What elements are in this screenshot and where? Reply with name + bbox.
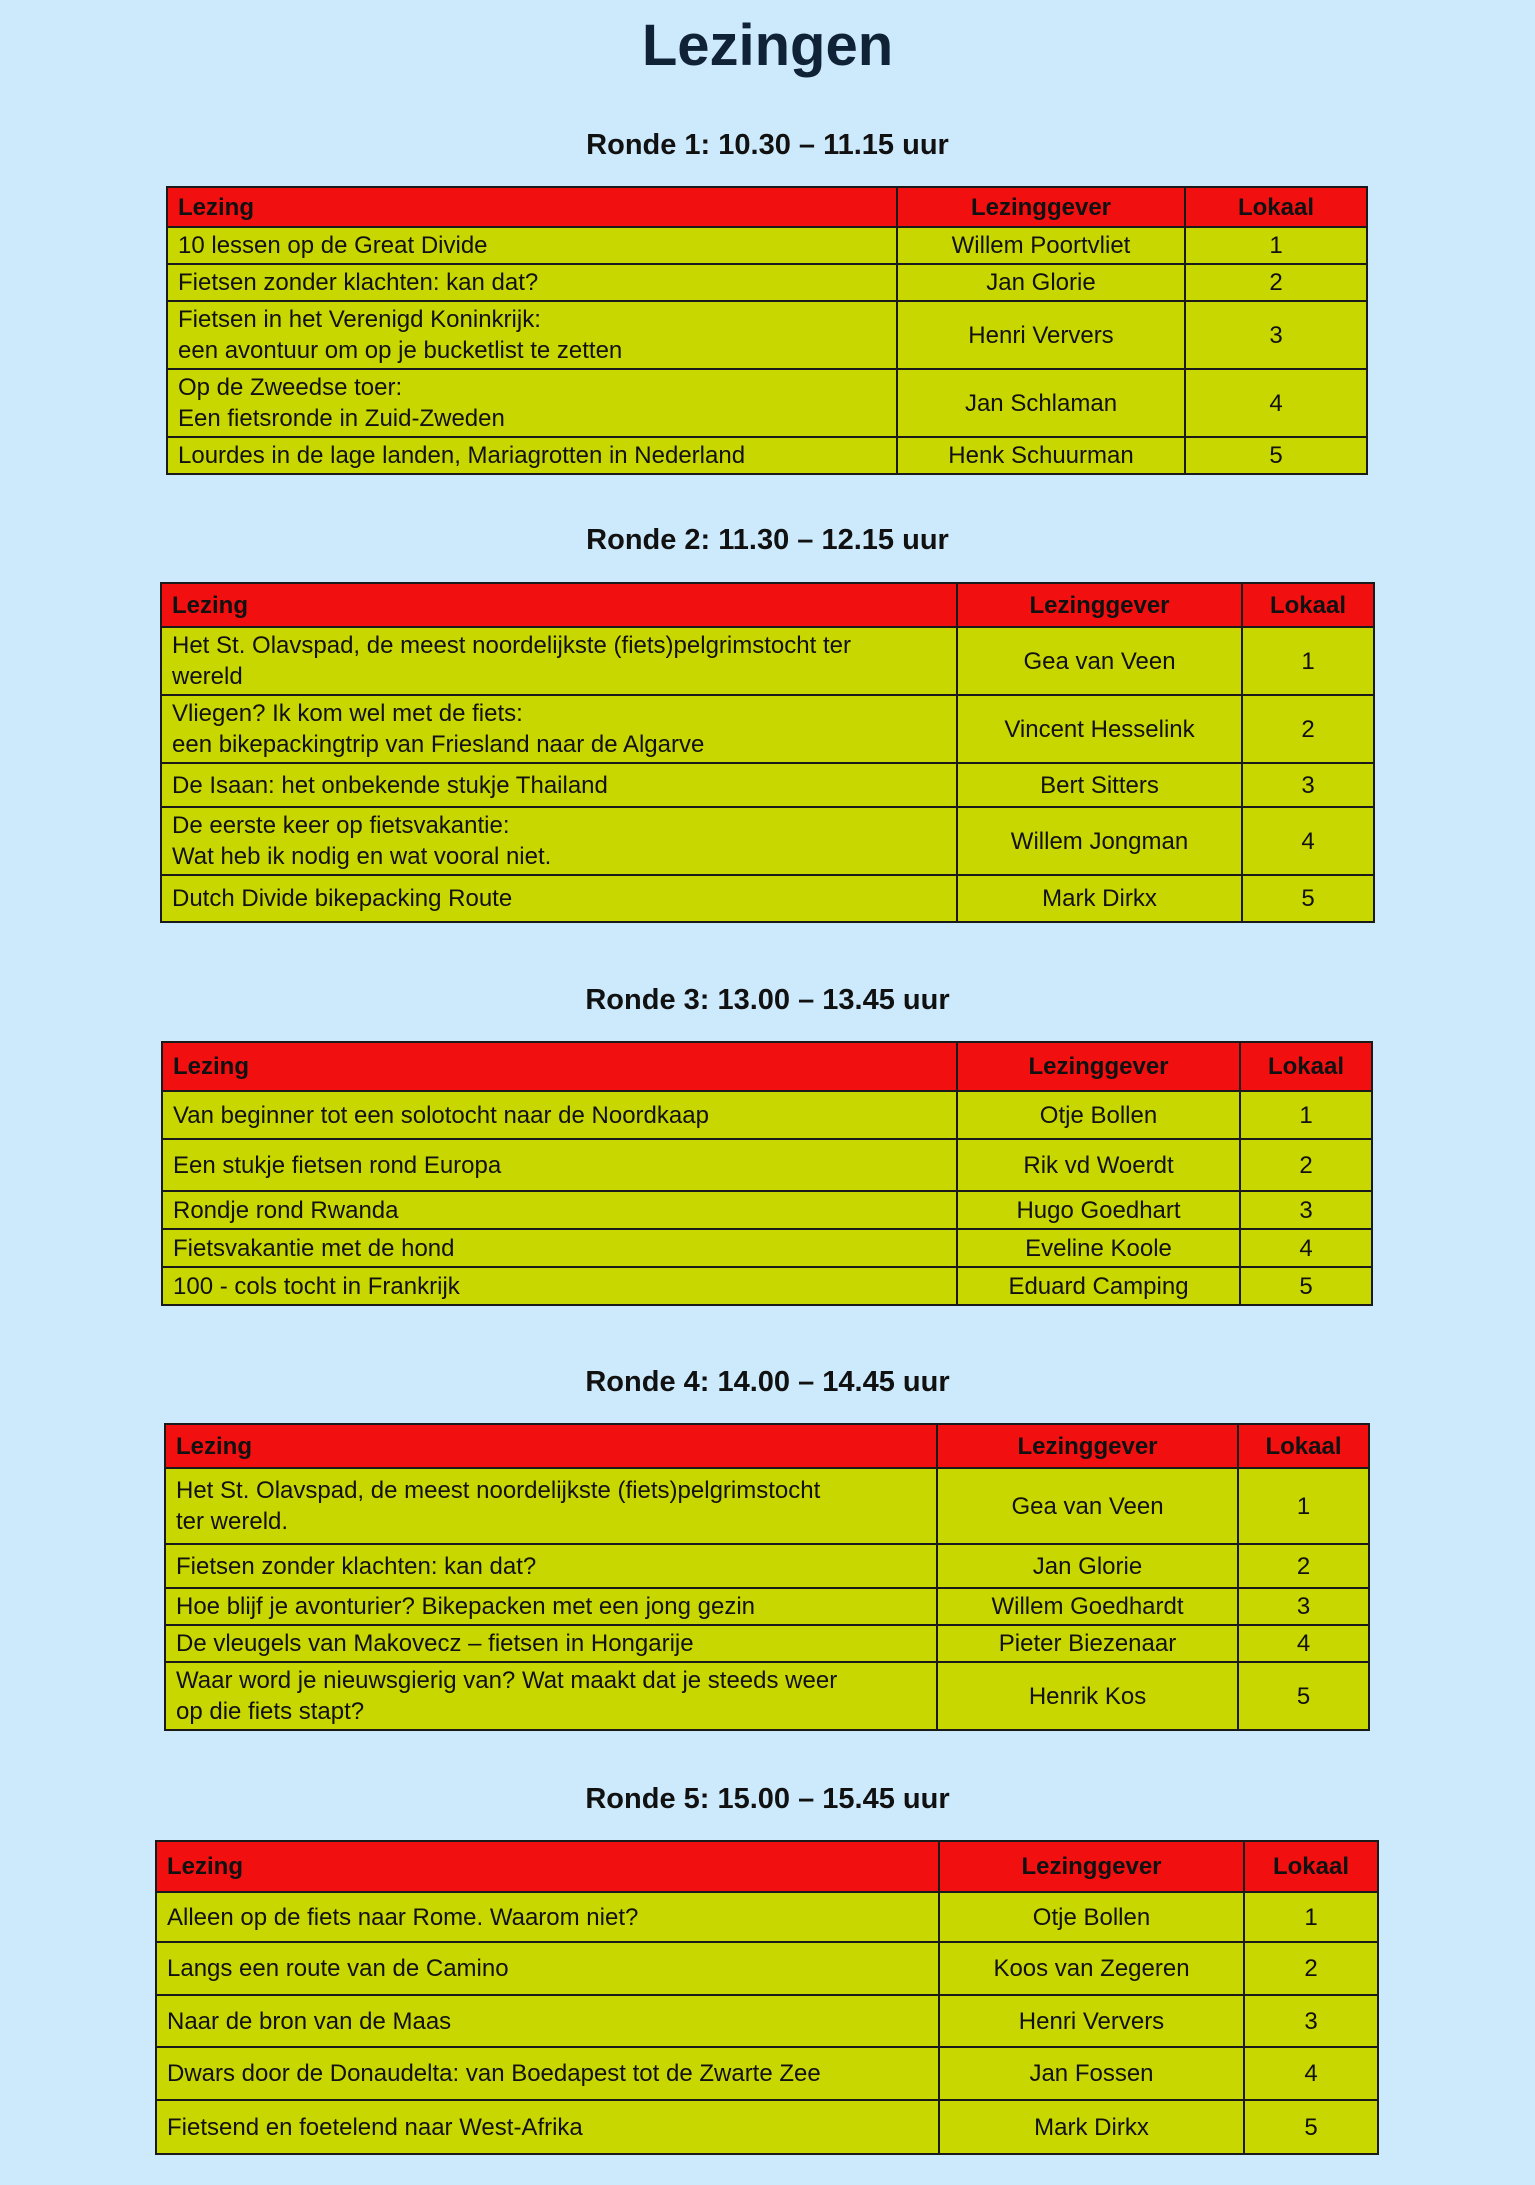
- lokaal-cell: 2: [1240, 1139, 1372, 1191]
- table-row: [165, 1588, 1369, 1625]
- lokaal-cell: 2: [1244, 1942, 1378, 1995]
- lokaal-cell: 2: [1242, 695, 1374, 763]
- lokaal-cell: 3: [1238, 1588, 1369, 1625]
- table-row: [156, 1942, 1378, 1995]
- round-2-title: Ronde 2: 11.30 – 12.15 uur: [586, 524, 949, 556]
- header-lokaal: Lokaal: [1240, 1042, 1372, 1091]
- round-1-title: Ronde 1: 10.30 – 11.15 uur: [586, 129, 949, 161]
- header-lokaal: Lokaal: [1238, 1424, 1369, 1468]
- lezinggever-cell: Willem Goedhardt: [937, 1588, 1238, 1625]
- table-header-row: [161, 583, 1374, 627]
- lezinggever-cell: Henrik Kos: [937, 1662, 1238, 1730]
- lokaal-cell: 1: [1242, 627, 1374, 695]
- table-row: [165, 1468, 1369, 1544]
- lezing-cell: De vleugels van Makovecz – fietsen in Hongarije: [165, 1625, 937, 1662]
- lokaal-cell: 1: [1244, 1892, 1378, 1942]
- lokaal-cell: 5: [1238, 1662, 1369, 1730]
- table-row: [162, 1229, 1372, 1267]
- table-row: [161, 763, 1374, 807]
- lokaal-cell: 1: [1185, 227, 1367, 264]
- header-lezinggever: Lezinggever: [937, 1424, 1238, 1468]
- lezing-cell: Alleen op de fiets naar Rome. Waarom niet?: [156, 1892, 939, 1942]
- lezinggever-cell: Koos van Zegeren: [939, 1942, 1244, 1995]
- lezinggever-cell: Otje Bollen: [957, 1091, 1240, 1139]
- lezinggever-cell: Jan Glorie: [937, 1544, 1238, 1588]
- lezinggever-cell: Willem Jongman: [957, 807, 1242, 875]
- lezing-cell: Waar word je nieuwsgierig van? Wat maakt dat je steeds weer op die fiets stapt?: [165, 1662, 937, 1730]
- lezinggever-cell: Jan Schlaman: [897, 369, 1185, 437]
- header-lokaal: Lokaal: [1244, 1841, 1378, 1892]
- lezinggever-cell: Gea van Veen: [957, 627, 1242, 695]
- lezing-cell: De eerste keer op fietsvakantie: Wat heb ik nodig en wat vooral niet.: [161, 807, 957, 875]
- table-row: [156, 2047, 1378, 2100]
- lezing-cell: Fietsen zonder klachten: kan dat?: [167, 264, 897, 301]
- table-row: [167, 437, 1367, 474]
- lezing-cell: Fietsen zonder klachten: kan dat?: [165, 1544, 937, 1588]
- table-row: [162, 1139, 1372, 1191]
- lezinggever-cell: Otje Bollen: [939, 1892, 1244, 1942]
- lokaal-cell: 3: [1242, 763, 1374, 807]
- round-5-title: Ronde 5: 15.00 – 15.45 uur: [585, 1783, 950, 1815]
- lezing-cell: Hoe blijf je avonturier? Bikepacken met een jong gezin: [165, 1588, 937, 1625]
- lokaal-cell: 4: [1242, 807, 1374, 875]
- round-5-table: [155, 1840, 1379, 2155]
- table-row: [156, 2100, 1378, 2154]
- table-row: [161, 875, 1374, 922]
- header-lokaal: Lokaal: [1185, 187, 1367, 227]
- lezinggever-cell: Rik vd Woerdt: [957, 1139, 1240, 1191]
- lezing-cell: Op de Zweedse toer: Een fietsronde in Zuid-Zweden: [167, 369, 897, 437]
- lezing-cell: De Isaan: het onbekende stukje Thailand: [161, 763, 957, 807]
- lokaal-cell: 4: [1185, 369, 1367, 437]
- lezinggever-cell: Mark Dirkx: [957, 875, 1242, 922]
- lokaal-cell: 5: [1185, 437, 1367, 474]
- header-lezing: Lezing: [161, 583, 957, 627]
- lezinggever-cell: Jan Glorie: [897, 264, 1185, 301]
- lokaal-cell: 4: [1244, 2047, 1378, 2100]
- round-3-table: [161, 1041, 1373, 1306]
- lezing-cell: Van beginner tot een solotocht naar de Noordkaap: [162, 1091, 957, 1139]
- table-row: [167, 301, 1367, 369]
- lezinggever-cell: Henk Schuurman: [897, 437, 1185, 474]
- lezing-cell: Fietsvakantie met de hond: [162, 1229, 957, 1267]
- header-lezing: Lezing: [167, 187, 897, 227]
- lezinggever-cell: Mark Dirkx: [939, 2100, 1244, 2154]
- lezing-cell: 100 - cols tocht in Frankrijk: [162, 1267, 957, 1305]
- table-header-row: [165, 1424, 1369, 1468]
- table-row: [162, 1267, 1372, 1305]
- table-row: [156, 1995, 1378, 2047]
- lezing-cell: Dutch Divide bikepacking Route: [161, 875, 957, 922]
- lezinggever-cell: Pieter Biezenaar: [937, 1625, 1238, 1662]
- round-1-table: [166, 186, 1368, 475]
- table-row: [161, 807, 1374, 875]
- header-lokaal: Lokaal: [1242, 583, 1374, 627]
- header-lezinggever: Lezinggever: [957, 1042, 1240, 1091]
- round-3-title: Ronde 3: 13.00 – 13.45 uur: [585, 984, 950, 1016]
- lezinggever-cell: Vincent Hesselink: [957, 695, 1242, 763]
- table-row: [161, 627, 1374, 695]
- table-header-row: [156, 1841, 1378, 1892]
- table-row: [167, 264, 1367, 301]
- lezinggever-cell: Willem Poortvliet: [897, 227, 1185, 264]
- lezinggever-cell: Gea van Veen: [937, 1468, 1238, 1544]
- table-header-row: [162, 1042, 1372, 1091]
- lokaal-cell: 1: [1238, 1468, 1369, 1544]
- lokaal-cell: 1: [1240, 1091, 1372, 1139]
- lezing-cell: Naar de bron van de Maas: [156, 1995, 939, 2047]
- lezing-cell: Het St. Olavspad, de meest noordelijkste (fiets)pelgrimstocht ter wereld: [161, 627, 957, 695]
- lezinggever-cell: Bert Sitters: [957, 763, 1242, 807]
- lezing-cell: Dwars door de Donaudelta: van Boedapest tot de Zwarte Zee: [156, 2047, 939, 2100]
- header-lezinggever: Lezinggever: [957, 583, 1242, 627]
- header-lezing: Lezing: [165, 1424, 937, 1468]
- lezing-cell: Fietsen in het Verenigd Koninkrijk: een avontuur om op je bucketlist te zetten: [167, 301, 897, 369]
- lezing-cell: Rondje rond Rwanda: [162, 1191, 957, 1229]
- page-title: Lezingen: [641, 13, 894, 78]
- lezing-cell: Langs een route van de Camino: [156, 1942, 939, 1995]
- table-header-row: [167, 187, 1367, 227]
- round-2-table: [160, 582, 1375, 923]
- table-row: [162, 1191, 1372, 1229]
- lezing-cell: 10 lessen op de Great Divide: [167, 227, 897, 264]
- lokaal-cell: 4: [1240, 1229, 1372, 1267]
- table-row: [165, 1544, 1369, 1588]
- table-row: [165, 1625, 1369, 1662]
- lezing-cell: Een stukje fietsen rond Europa: [162, 1139, 957, 1191]
- lezinggever-cell: Eveline Koole: [957, 1229, 1240, 1267]
- header-lezing: Lezing: [156, 1841, 939, 1892]
- lezinggever-cell: Henri Ververs: [897, 301, 1185, 369]
- header-lezing: Lezing: [162, 1042, 957, 1091]
- lokaal-cell: 4: [1238, 1625, 1369, 1662]
- lezing-cell: Fietsend en foetelend naar West-Afrika: [156, 2100, 939, 2154]
- lokaal-cell: 5: [1242, 875, 1374, 922]
- table-row: [165, 1662, 1369, 1730]
- lezinggever-cell: Eduard Camping: [957, 1267, 1240, 1305]
- lokaal-cell: 5: [1240, 1267, 1372, 1305]
- lokaal-cell: 3: [1185, 301, 1367, 369]
- lokaal-cell: 5: [1244, 2100, 1378, 2154]
- header-lezinggever: Lezinggever: [939, 1841, 1244, 1892]
- lokaal-cell: 2: [1185, 264, 1367, 301]
- lokaal-cell: 3: [1240, 1191, 1372, 1229]
- round-4-title: Ronde 4: 14.00 – 14.45 uur: [585, 1366, 950, 1398]
- lokaal-cell: 3: [1244, 1995, 1378, 2047]
- lezinggever-cell: Henri Ververs: [939, 1995, 1244, 2047]
- lezing-cell: Het St. Olavspad, de meest noordelijkste (fiets)pelgrimstocht ter wereld.: [165, 1468, 937, 1544]
- lezing-cell: Vliegen? Ik kom wel met de fiets: een bikepackingtrip van Friesland naar de Algarve: [161, 695, 957, 763]
- lezing-cell: Lourdes in de lage landen, Mariagrotten in Nederland: [167, 437, 897, 474]
- lezinggever-cell: Hugo Goedhart: [957, 1191, 1240, 1229]
- table-row: [167, 227, 1367, 264]
- header-lezinggever: Lezinggever: [897, 187, 1185, 227]
- table-row: [162, 1091, 1372, 1139]
- table-row: [156, 1892, 1378, 1942]
- table-row: [161, 695, 1374, 763]
- round-4-table: [164, 1423, 1370, 1731]
- lokaal-cell: 2: [1238, 1544, 1369, 1588]
- lezinggever-cell: Jan Fossen: [939, 2047, 1244, 2100]
- table-row: [167, 369, 1367, 437]
